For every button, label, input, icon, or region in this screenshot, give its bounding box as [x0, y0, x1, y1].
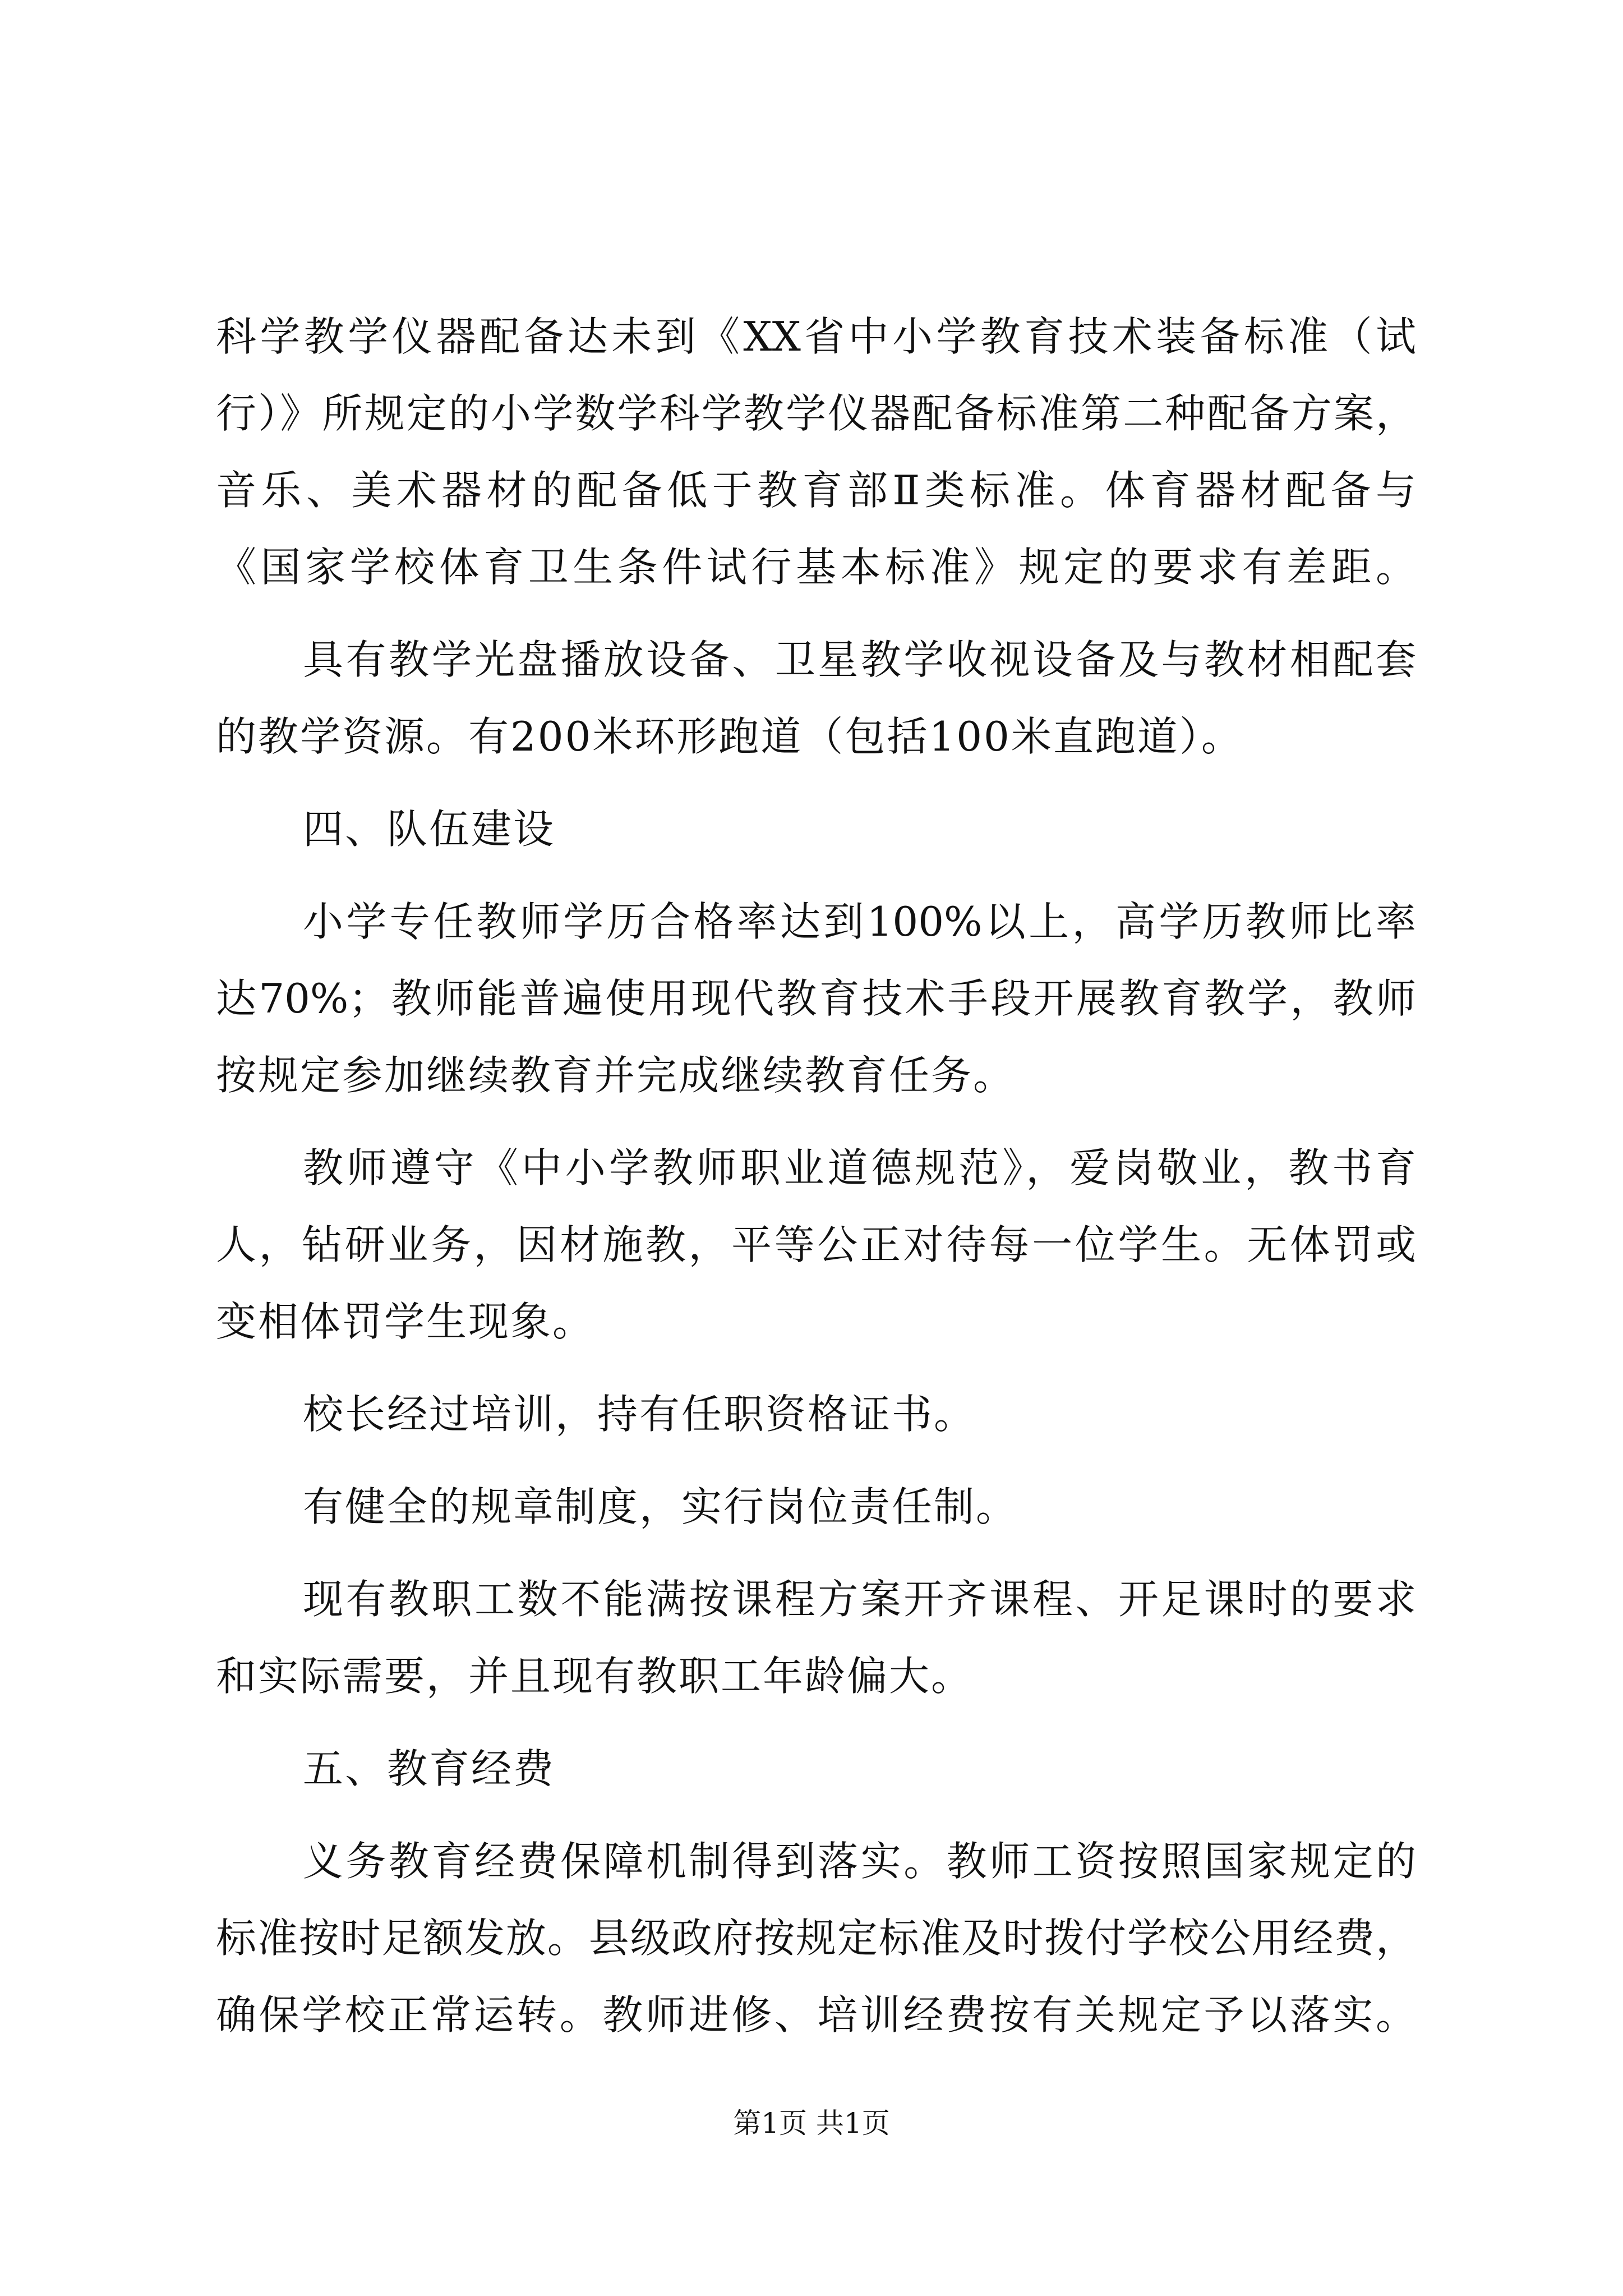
text-line: 校长经过培训，持有任职资格证书。	[303, 1391, 976, 1438]
text-line: 《国家学校体育卫生条件试行基本标准》规定的要求有差距。	[216, 544, 1416, 591]
section-heading: 五、教育经费	[303, 1745, 556, 1792]
text-line: 确保学校正常运转。教师进修、培训经费按有关规定予以落实。	[216, 1991, 1416, 2039]
text-line: 义务教育经费保障机制得到落实。教师工资按照国家规定的	[303, 1838, 1416, 1885]
text-line: 音乐、美术器材的配备低于教育部Ⅱ类标准。体育器材配备与	[216, 467, 1416, 514]
text-line: 达70%；教师能普遍使用现代教育技术手段开展教育教学，教师	[216, 975, 1416, 1022]
text-line: 人，钻研业务，因材施教，平等公正对待每一位学生。无体罚或	[216, 1221, 1416, 1268]
text-line: 有健全的规章制度，实行岗位责任制。	[303, 1483, 1018, 1530]
text-line: 按规定参加继续教育并完成继续教育任务。	[216, 1052, 1016, 1099]
text-line: 具有教学光盘播放设备、卫星教学收视设备及与教材相配套	[303, 636, 1416, 683]
section-heading: 四、队伍建设	[303, 806, 556, 853]
text-line: 现有教职工数不能满按课程方案开齐课程、开足课时的要求	[303, 1576, 1416, 1623]
page-number-footer: 第1页 共1页	[733, 2107, 890, 2139]
text-line: 和实际需要，并且现有教职工年龄偏大。	[216, 1653, 974, 1700]
text-line: 小学专任教师学历合格率达到100%以上，高学历教师比率	[303, 898, 1416, 945]
text-line: 科学教学仪器配备达未到《XX省中小学教育技术装备标准（试	[216, 313, 1416, 360]
text-line: 变相体罚学生现象。	[216, 1298, 595, 1345]
text-line: 行）》所规定的小学数学科学教学仪器配备标准第二种配备方案，	[216, 390, 1416, 437]
text-line: 教师遵守《中小学教师职业道德规范》，爱岗敬业，教书育	[303, 1144, 1416, 1191]
text-line: 的教学资源。有200米环形跑道（包括100米直跑道）。	[216, 713, 1243, 760]
text-line: 标准按时足额发放。县级政府按规定标准及时拨付学校公用经费，	[216, 1915, 1416, 1962]
